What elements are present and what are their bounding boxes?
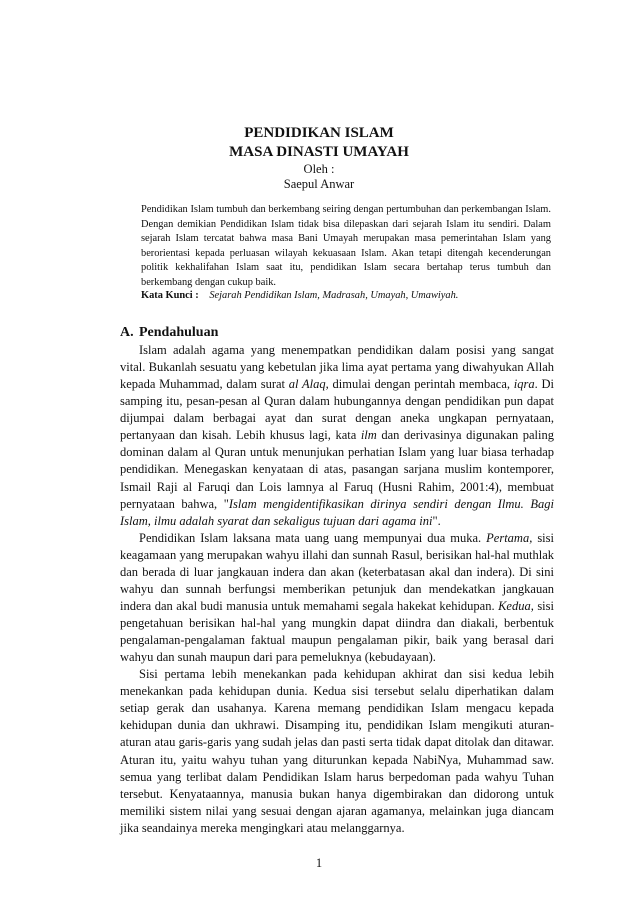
- p1-text-d: dan derivasinya digunakan paling dominan dalam al Quran untuk menunjukan perhatian Islam yang luar biasa terhadap pendidikan. Menegaskan kenyataan di atas, pasangan sarjana muslim kontemporer, Ismail Raji al Faruqi dan Lois lamnya al Faruq (Husni Rahim, 2001:4), membuat pernyataan bahwa, ": [120, 428, 554, 511]
- title-line-2: MASA DINASTI UMAYAH: [229, 144, 409, 160]
- keywords-label: Kata Kunci :: [141, 290, 199, 301]
- p1-iqra: iqra: [513, 377, 535, 392]
- abstract: [141, 203, 551, 291]
- section-number: A.: [120, 325, 134, 340]
- p1-ilm: ilm: [360, 428, 377, 443]
- section-title: Pendahuluan: [139, 325, 219, 340]
- p1-text-e: ".: [432, 513, 441, 528]
- keywords-text: Sejarah Pendidikan Islam, Madrasah, Umayah, Umawiyah.: [209, 290, 459, 301]
- author-name: Saepul Anwar: [283, 177, 355, 191]
- abstract-text: Pendidikan Islam tumbuh dan berkembang seiring dengan pertumbuhan dan perkembangan Islam. Dengan demikian Pendidikan Islam tidak bisa dilepaskan dari sejarah Islam itu sendiri. Dalam sejarah Islam tercatat bahwa masa Bani Umayah merupakan masa pemerintahan Islam yang berorientasi kepada perluasan wilayah kekuasaan Islam. Akan tetapi ditengah kecenderungan politik kekhalifahan Islam saat itu, pendidikan Islam secara bertahap terus tumbuh dan berkembang dengan cukup baik.: [141, 204, 551, 288]
- p2-kedua: Kedua,: [498, 598, 534, 613]
- paragraph-1: [120, 342, 554, 530]
- p1-text-b: dimulai dengan perintah membaca,: [328, 377, 514, 392]
- paragraph-3: Sisi pertama lebih menekankan pada kehidupan akhirat dan sisi kedua lebih menekankan pada kehidupan dunia. Kedua sisi tersebut selalu diperhatikan dalam setiap gerak dan usahanya. Karena memang pendidikan Islam mengacu kepada kehidupan dunia dan ukhrawi. Disamping itu, pendidikan Islam mengikuti aturan-aturan atau garis-garis yang sudah jelas dan pasti serta tidak dapat ditolak dan ditawar. Aturan itu, yaitu wahyu tuhan yang diturunkan kepada NabiNya, Muhammad saw. semua yang terlibat dalam Pendidikan Islam harus berpedoman pada wahyu Tuhan tersebut. Kenyataannya, manusia bukan hanya digembirakan dan didorong untuk memiliki sistem nilai yang sesuai dengan ajaran agamanya, melainkan juga diancam jika seandainya mereka mengingkari atau melanggarnya.: [120, 667, 554, 835]
- section-heading: [120, 324, 218, 342]
- paragraph-2: [120, 530, 554, 667]
- p1-text-a: Islam adalah agama yang menempatkan pendidikan dalam posisi yang sangat vital. Bukanlah sesuatu yang kebetulan jika lima ayat pertama yang diwahyukan Allah kepada Muhammad, dalam surat: [120, 343, 554, 392]
- title-line-1: PENDIDIKAN ISLAM: [244, 125, 394, 141]
- p2-text-a: Pendidikan Islam laksana mata uang uang mempunyai dua muka.: [139, 530, 487, 545]
- page-number: 1: [315, 856, 323, 870]
- p1-al-alaq: al Alaq,: [288, 377, 329, 392]
- by-label: Oleh :: [303, 162, 335, 176]
- p1-quote: Islam mengidentifikasikan dirinya sendiri dengan Ilmu. Bagi Islam, ilmu adalah syarat dan sekaligus tujuan dari agama ini: [120, 496, 554, 528]
- p2-text-c: sisi pengetahuan berisikan hal-hal yang mungkin dapat diindra dan diakali, berbentuk pengalaman-pengalaman faktual maupun pengalaman pikir, baik yang berasal dari wahyu dan sunah maupun dari para pemeluknya (kebudayaan).: [120, 598, 554, 665]
- keywords: [141, 289, 561, 303]
- p2-text-b: sisi keagamaan yang merupakan wahyu illahi dan sunnah Rasul, berisikan hal-hal muthlak dan berada di luar jangkauan indera dan akan (keterbatasan akal dan indera). Di sini wahyu dan sunnah berfungsi memberikan petunjuk dan mendekatkan jangkauan indera dan akal budi manusia untuk memahami segala hakekat kehidupan.: [120, 530, 554, 613]
- p2-pertama: Pertama,: [486, 530, 533, 545]
- body-text: [120, 342, 554, 837]
- p1-text-c: . Di samping itu, pesan-pesan al Quran dalam hubungannya dengan pendidikan pun dapat dijumpai dalam berbagai ayat dan surat dengan aneka ungkapan pernyataan, pertanyaan dan kisah. Lebih khusus lagi, kata: [120, 377, 554, 443]
